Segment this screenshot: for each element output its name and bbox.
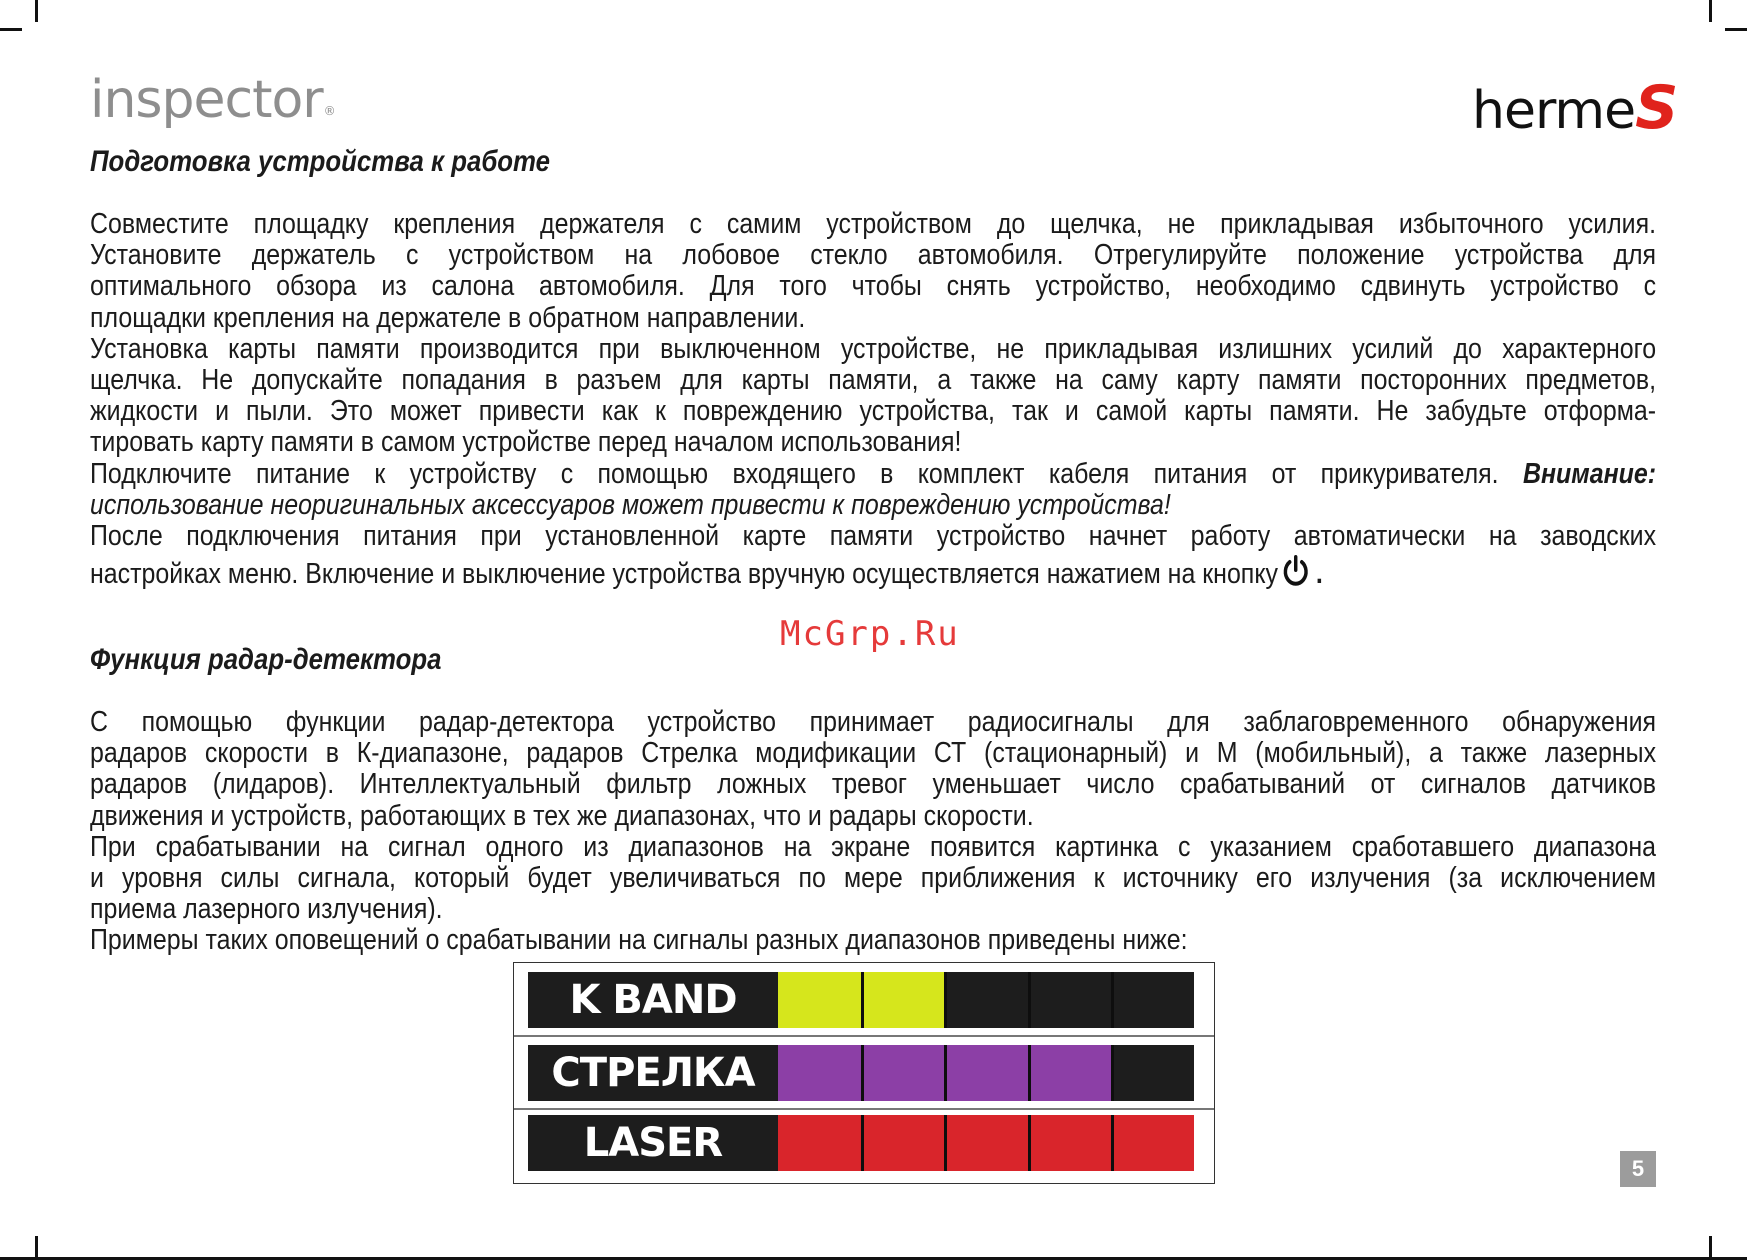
text-line-power [90,554,1656,595]
signal-level-segment [861,1045,944,1101]
signal-level-segment [1111,1045,1194,1101]
hermes-logo-text: herme [1472,81,1636,141]
warning-label: Внимание: [1522,457,1657,490]
text-line-warning [90,459,1656,490]
crop-mark [1725,28,1747,31]
text-line: радаров скорости в К-диапазоне, радаров Стрелка модификации СТ (стационарный) и М (мобильный), а также лазерных [90,737,1657,770]
signal-level-segment [861,972,944,1028]
text-line: приема лазерного излучения). [90,893,443,926]
signal-level-segment [1028,1115,1111,1171]
text-line: оптимального обзора из салона автомобиля. Для того чтобы снять устройство, необходимо сдвинуть устройство с [90,270,1657,303]
watermark: McGrp.Ru [780,614,960,654]
text-line: площадки крепления на держателе в обратном направлении. [90,301,806,334]
text-line: С помощью функции радар-детектора устройство принимает радиосигналы для заблаговременного обнаружения [90,706,1657,738]
text-line: движения и устройств, работающих в тех же диапазонах, что и радары скорости. [90,799,1034,832]
signal-level-segment [778,1045,861,1101]
registered-mark: ® [323,104,335,118]
signal-level-segment [944,1045,1027,1101]
text-line: Установка карты памяти производится при выключенном устройстве, не прикладывая излишних усилий до характерного [90,332,1657,365]
band-row-laser [528,1115,1194,1171]
text-line: Установите держатель с устройством на лобовое стекло автомобиля. Отрегулируйте положение устройства для [90,239,1657,272]
band-label: СТРЕЛКА [551,1050,755,1096]
inspector-logo-text: inspector [90,70,323,130]
divider [514,1035,1214,1037]
hermes-logo [1472,73,1678,143]
band-row-kband [528,972,1194,1028]
signal-level-segment [861,1115,944,1171]
signal-level-segment [778,972,861,1028]
text-line: и уровня силы сигнала, который будет увеличиваться по мере приближения к источнику его излучения (за исключением [90,862,1657,895]
text-line: жидкости и пыли. Это может привести как к повреждению устройства, так и самой карты памяти. Не забудьте отформа- [90,395,1657,428]
power-icon [1281,554,1310,595]
band-label: LASER [583,1120,723,1166]
signal-level-segment [1111,1115,1194,1171]
warning-text: использование неоригинальных аксессуаров может привести к повреждению устройства! [90,488,1171,521]
text-line: Примеры таких оповещений о срабатывании на сигналы разных диапазонов приведены ниже: [90,924,1188,957]
crop-mark [0,28,22,31]
signal-level-segment [944,972,1027,1028]
text-line: тировать карту памяти в самом устройстве перед началом использования! [90,426,962,459]
text-line: щелчка. Не допускайте попадания в разъем для карты памяти, а также на саму карту памяти посторонних предметов, [90,364,1657,397]
page-number: 5 [1620,1151,1656,1187]
signal-level-segment [1028,972,1111,1028]
text-line: При срабатывании на сигнал одного из диапазонов на экране появится картинка с указанием сработавшего диапазона [90,830,1657,863]
text-line: Совместите площадку крепления держателя с самим устройством до щелчка, не прикладывая избыточного усилия. [90,208,1657,240]
divider [514,1108,1214,1110]
signal-level-segment [1028,1045,1111,1101]
signal-level-segment [944,1115,1027,1171]
text-segment: . [1315,558,1323,591]
crop-mark [35,0,38,22]
signal-level-segment [778,1115,861,1171]
text-line: После подключения питания при установленной карте памяти устройство начнет работу автоматически на заводских [90,520,1657,553]
section-title-radar: Функция радар-детектора [90,643,442,676]
preparation-text [90,209,1656,595]
section-title-preparation: Подготовка устройства к работе [90,145,551,178]
crop-mark [35,1236,38,1260]
signal-level-segment [1111,972,1194,1028]
inspector-logo [90,70,335,130]
text-segment: настройках меню. Включение и выключение устройства вручную осуществляется нажатием на кнопку [90,558,1278,591]
radar-text [90,707,1656,957]
crop-mark [1709,0,1712,22]
crop-mark [1709,1236,1712,1260]
band-row-strelka [528,1045,1194,1101]
band-label: K BAND [569,977,737,1023]
hermes-logo-accent: S [1635,73,1678,143]
band-indicator-table [513,962,1215,1184]
text-line: радаров (лидаров). Интеллектуальный фильтр ложных тревог уменьшает число срабатываний от сигналов датчиков [90,768,1657,801]
text-segment: Подключите питание к устройству с помощью входящего в комплект кабеля питания от прикуривателя. [90,457,1499,490]
